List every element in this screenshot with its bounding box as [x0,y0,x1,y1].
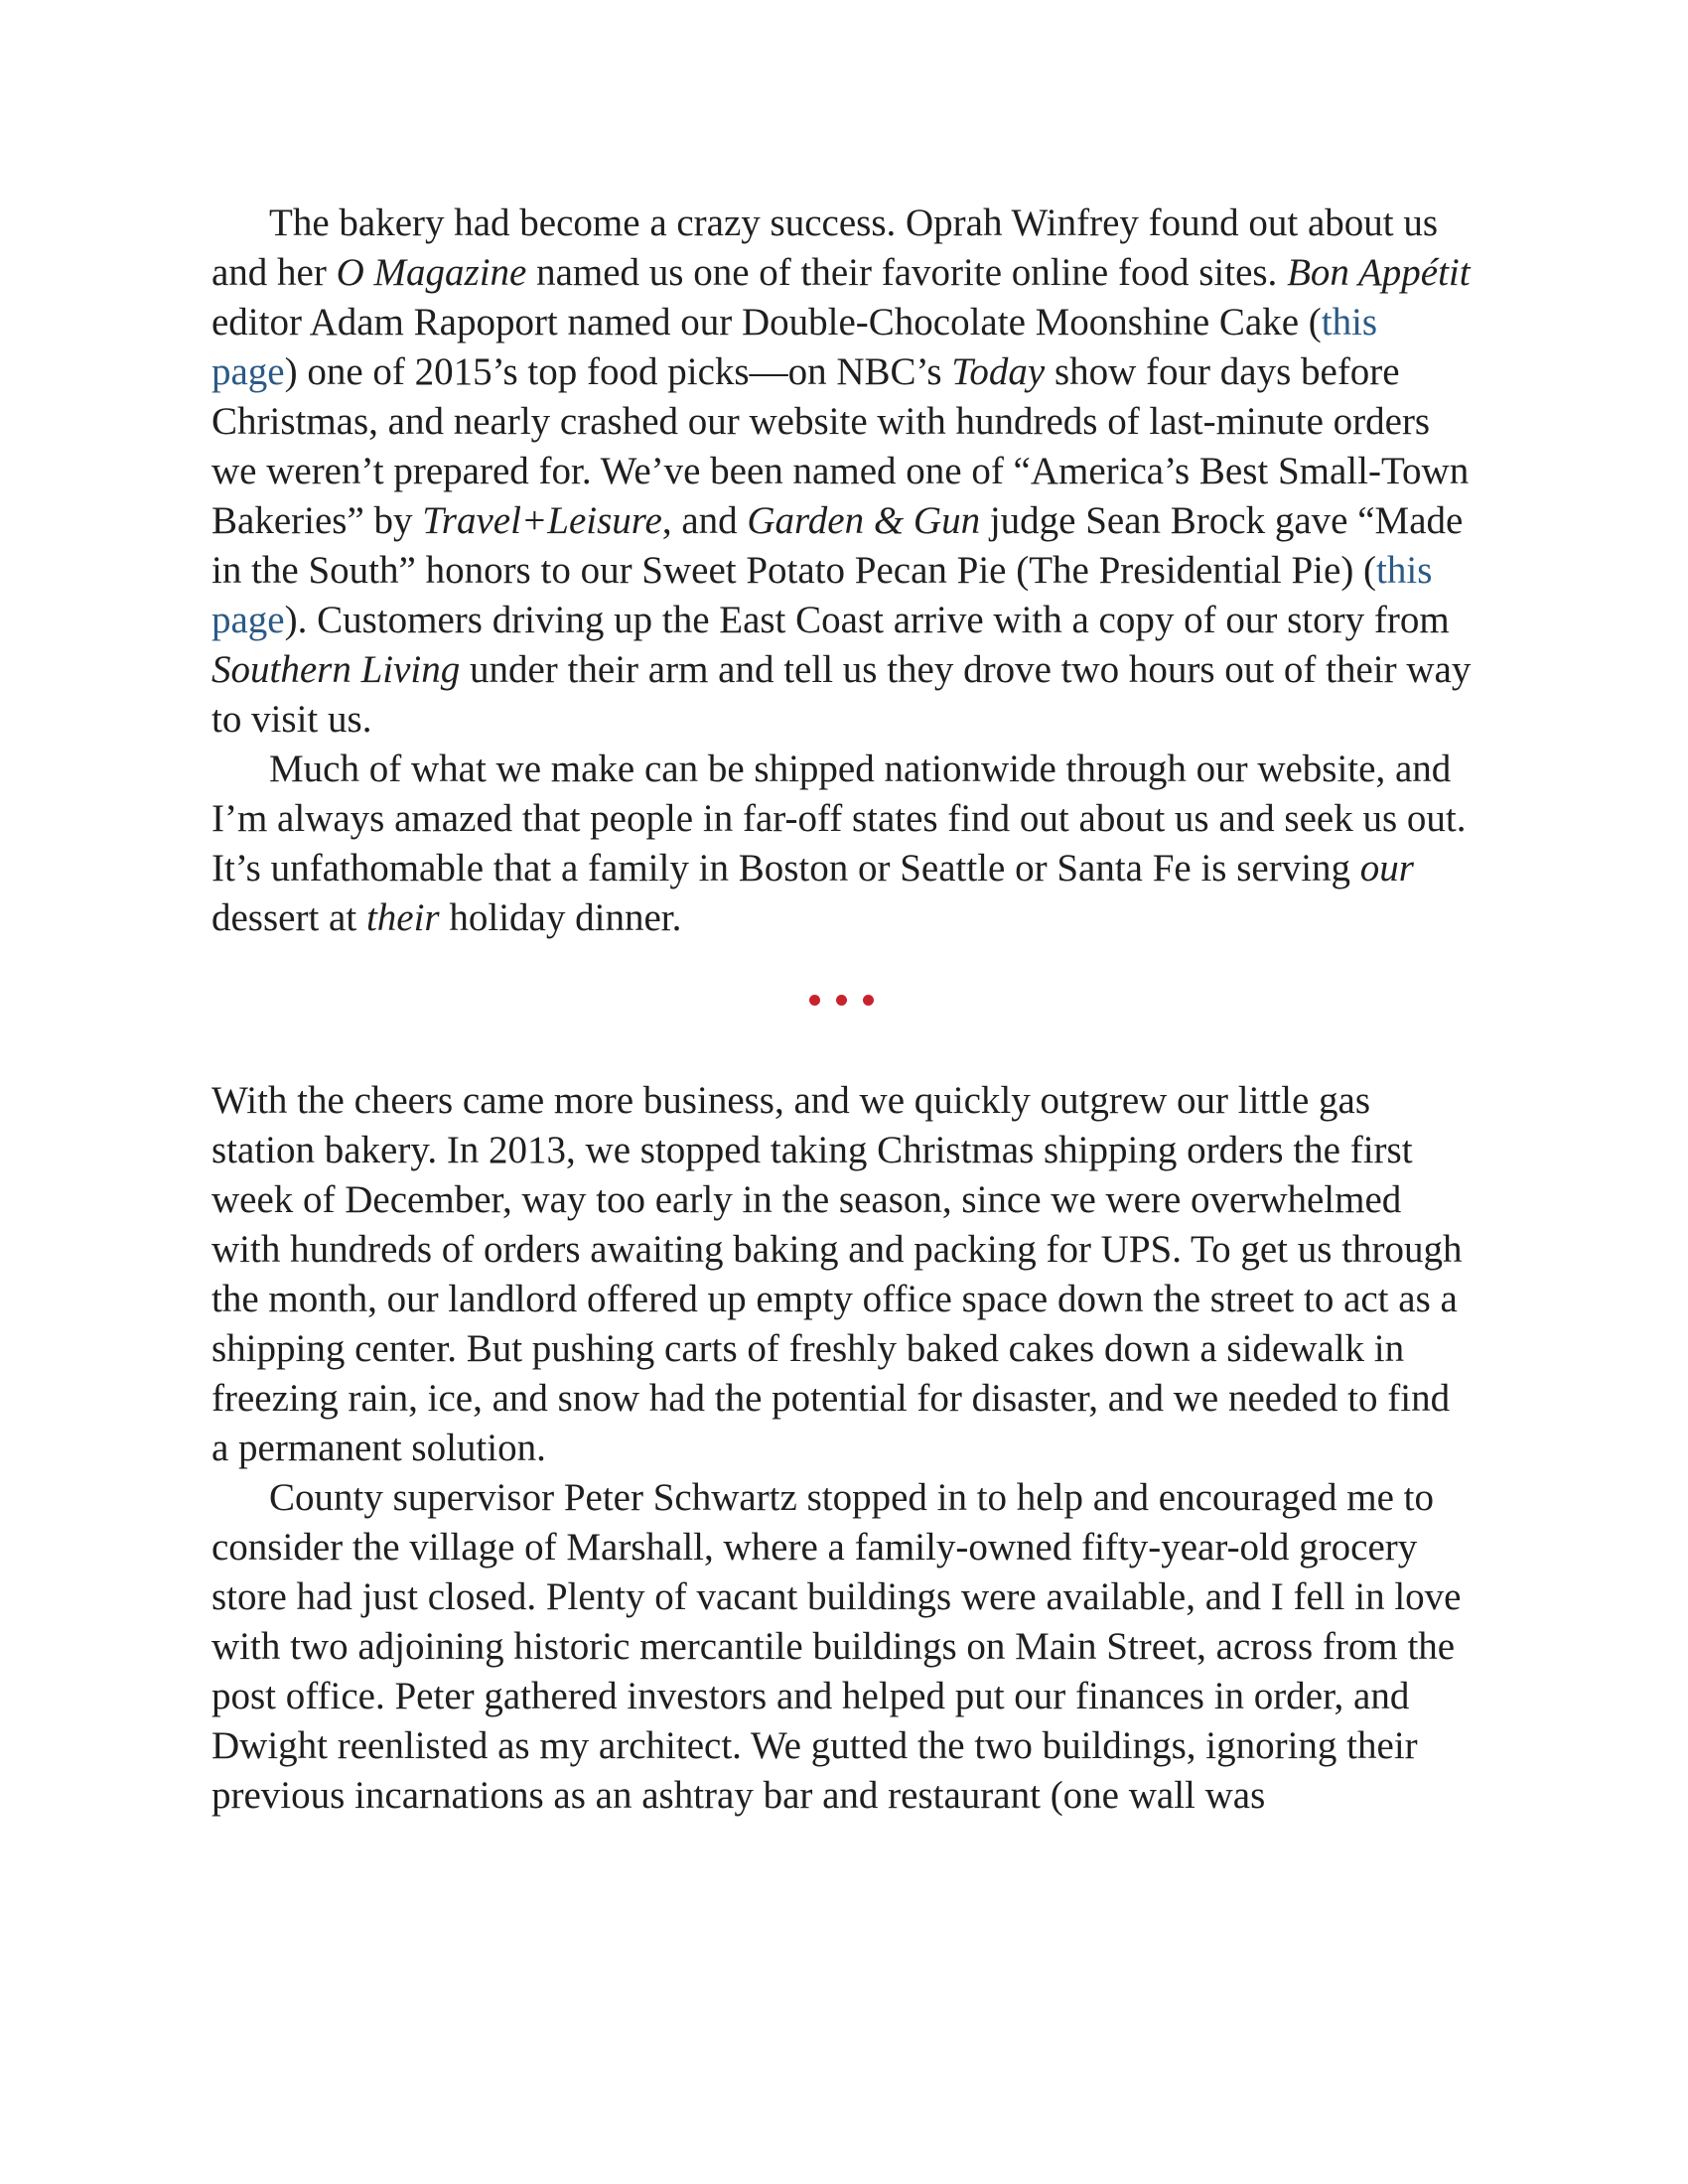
italic-title-o-magazine: O Magazine [336,251,527,294]
this-page-link-presidential-pie[interactable]: this page [211,549,1433,641]
ornament-dot-icon [809,995,820,1006]
text-run: ) one of 2015’s top food picks—on NBC’s [284,350,952,393]
italic-title-bon-appetit: Bon Appétit [1287,251,1471,294]
paragraph-outgrew-bakery: With the cheers came more business, and we quickly outgrew our little gas station bakery. In 2013, we stopped taking Christmas shipping orders the first week of December, way too early in the season, since we were overwhelmed with hundreds of orders awaiting baking and packing for UPS. To get us through the month, our landlord offered up empty office space down the street to act as a shipping center. But pushing carts of freshly baked cakes down a sidewalk in freezing rain, ice, and snow had the potential for disaster, and we needed to find a permanent solution. [211,1079,1463,1469]
italic-emphasis-our: our [1359,847,1414,889]
text-run: named us one of their favorite online food sites. [526,251,1288,294]
text-run: holiday dinner. [439,896,682,939]
paragraph-success [211,199,1472,745]
italic-title-southern-living: Southern Living [211,648,461,691]
text-run: judge Sean Brock gave “Made in the South” honors to our Sweet Potato Pecan Pie (The Presidential Pie) ( [211,499,1464,592]
text-run: editor Adam Rapoport named our Double-Chocolate Moonshine Cake ( [211,301,1322,343]
text-run: show four days before Christmas, and nearly crashed our website with hundreds of last-minute orders we weren’t prepared for. We’ve been named one of “America’s Best Small-Town Bakeries” by [211,350,1470,542]
text-run: , and [661,499,748,542]
ornament-dot-icon [863,995,874,1006]
paragraph-shipping-nationwide [211,745,1472,943]
ornament-dot-icon [836,995,847,1006]
this-page-link-moonshine-cake[interactable]: this page [211,301,1378,393]
italic-title-garden-gun: Garden & Gun [747,499,981,542]
italic-title-travel-leisure: Travel+Leisure [422,499,662,542]
text-run: under their arm and tell us they drove two hours out of their way to visit us. [211,648,1472,741]
italic-title-today: Today [951,350,1046,393]
section-break-ornament [211,991,1472,1007]
italic-emphasis-their: their [365,896,440,939]
text-run: ). Customers driving up the East Coast arrive with a copy of our story from [284,599,1450,641]
text-run: Much of what we make can be shipped nationwide through our website, and I’m always amazed that people in far-off states find out about us and seek us out. It’s unfathomable that a family in Boston or Seattle or Santa Fe is serving [211,748,1467,889]
text-run: The bakery had become a crazy success. Oprah Winfrey found out about us and her [211,202,1439,294]
text-run: dessert at [211,896,366,939]
paragraph-marshall-village: County supervisor Peter Schwartz stopped in to help and encouraged me to consider the village of Marshall, where a family-owned fifty-year-old grocery store had just closed. Plenty of vacant buildings were available, and I fell in love with two adjoining historic mercantile buildings on Main Street, across from the post office. Peter gathered investors and helped put our finances in order, and Dwight reenlisted as my architect. We gutted the two buildings, ignoring their previous incarnations as an ashtray bar and restaurant (one wall was [211,1476,1462,1817]
